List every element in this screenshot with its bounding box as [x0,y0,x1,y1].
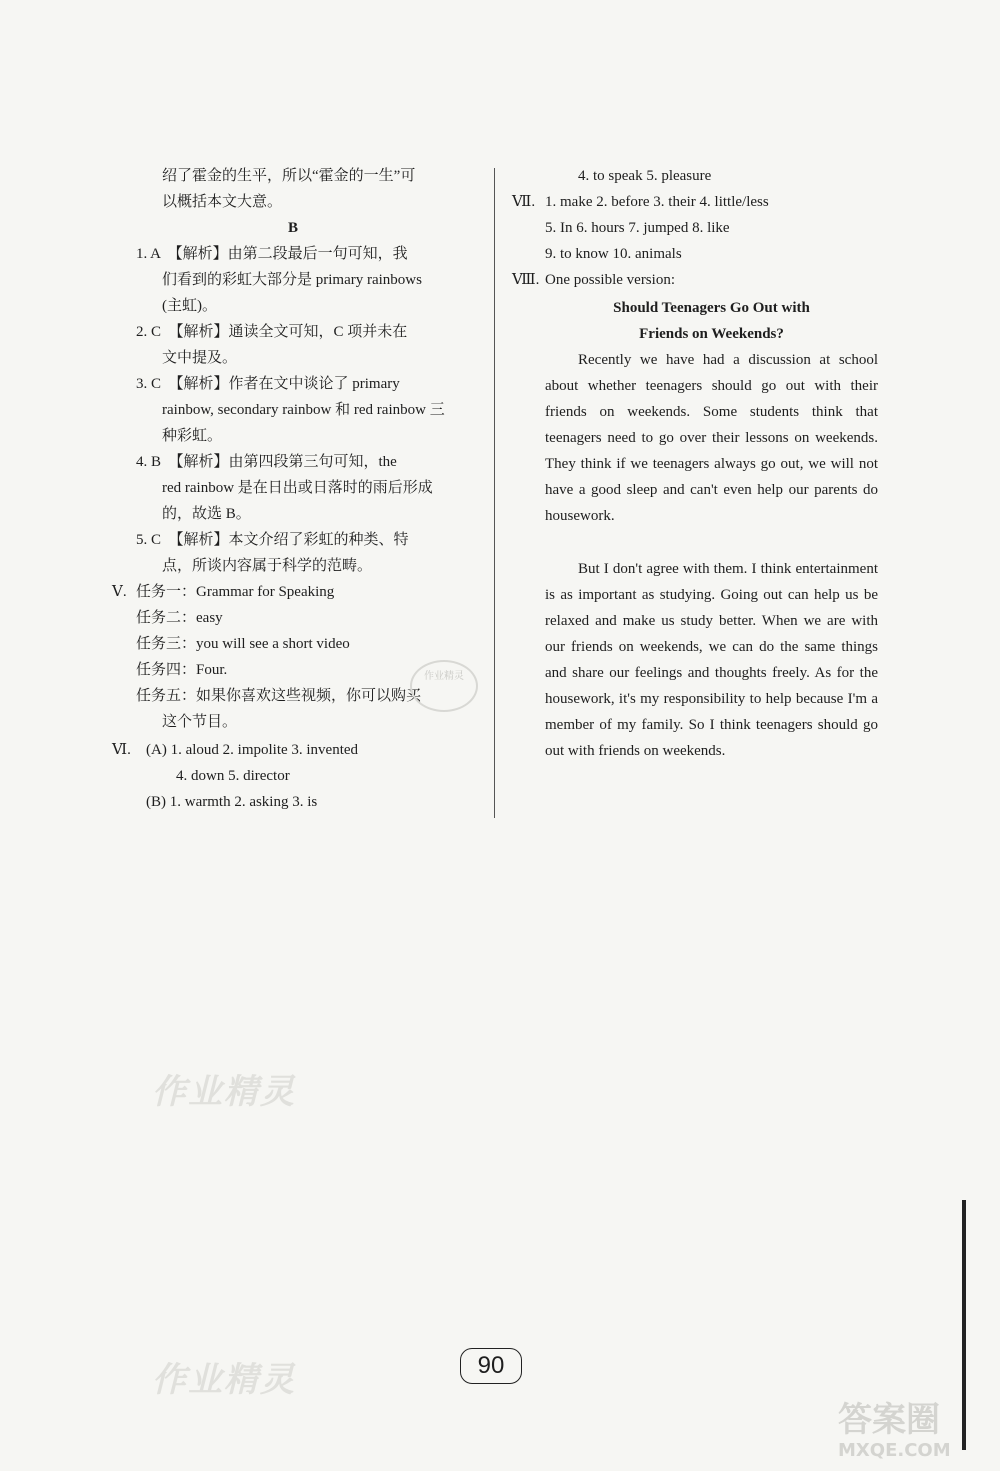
site-logo [838,1400,988,1464]
logo-url: MXQE.COM [838,1440,951,1461]
task-line: 任务一：Grammar for Speaking [136,584,335,600]
answer-line: 2. C 【解析】通读全文可知，C 项并未在 [136,324,408,340]
task-line: 任务五：如果你喜欢这些视频，你可以购买 [136,688,422,704]
task-line: 任务三：you will see a short video [136,636,350,652]
essay-title: Friends on Weekends? [639,326,784,342]
section-number: Ⅶ. [512,194,536,210]
answer-line: 3. C 【解析】作者在文中谈论了 primary [136,376,400,392]
watermark-text: 作业精灵 [152,1360,296,1400]
answer-line: 4. down 5. director [176,768,290,784]
answer-line: 们看到的彩虹大部分是 primary rainbows [162,272,422,288]
section-number: Ⅵ. [112,742,131,758]
watermark-stamp: 作业精灵 [410,660,478,712]
section-number: Ⅷ. [512,272,540,288]
task-line: 任务四：Four. [136,662,228,678]
answer-line: rainbow, secondary rainbow 和 red rainbow 三 [162,402,445,418]
answer-line: 种彩虹。 [162,428,223,444]
answer-line: 文中提及。 [162,350,238,366]
answer-line: 4. B 【解析】由第四段第三句可知，the [136,454,397,470]
answer-line: (主虹)。 [162,298,217,314]
watermark-text: 作业精灵 [152,1072,296,1112]
answer-line: 1. A 【解析】由第二段最后一句可知，我 [136,246,408,262]
answer-line: 的，故选 B。 [162,506,251,522]
answer-line: red rainbow 是在日出或日落时的雨后形成 [162,480,433,496]
text-line: 以概括本文大意。 [162,194,283,210]
essay-paragraph: Recently we have had a discussion at school about whether teenagers should go out with their friends on weekends. Some students think that teenagers need to go over their lessons on weekends. They think if we teenagers always go out, we will not have a good sleep and can't even help our parents do housework. [545,352,878,524]
answer-line: One possible version: [545,272,675,288]
task-line: 这个节目。 [162,714,238,730]
column-divider [494,168,495,818]
answer-line: 5. C 【解析】本文介绍了彩虹的种类、特 [136,532,409,548]
essay-paragraph: But I don't agree with them. I think entertainment is as important as studying. Going out can help us be relaxed and make us study better. When we are with our friends on weekends, we can do the same things and share our feelings and thoughts freely. As for the housework, it's my responsibility to help because I'm a member of my family. So I think teenagers should go out with friends on weekends. [545,561,878,759]
answer-line: 4. to speak 5. pleasure [578,168,712,184]
section-heading: B [288,220,299,236]
answer-line: (A) 1. aloud 2. impolite 3. invented [146,742,359,758]
logo-text: 答案圈 [838,1400,940,1440]
answer-line: 1. make 2. before 3. their 4. little/less [545,194,769,210]
essay-title: Should Teenagers Go Out with [613,300,810,316]
text-line: 绍了霍金的生平，所以“霍金的一生”可 [162,168,416,184]
answer-line: 9. to know 10. animals [545,246,682,262]
answer-line: (B) 1. warmth 2. asking 3. is [146,794,318,810]
section-number: Ⅴ. [112,584,127,600]
page-number: 90 [460,1348,522,1384]
task-line: 任务二：easy [136,610,223,626]
answer-line: 点，所谈内容属于科学的范畴。 [162,558,373,574]
answer-line: 5. In 6. hours 7. jumped 8. like [545,220,730,236]
